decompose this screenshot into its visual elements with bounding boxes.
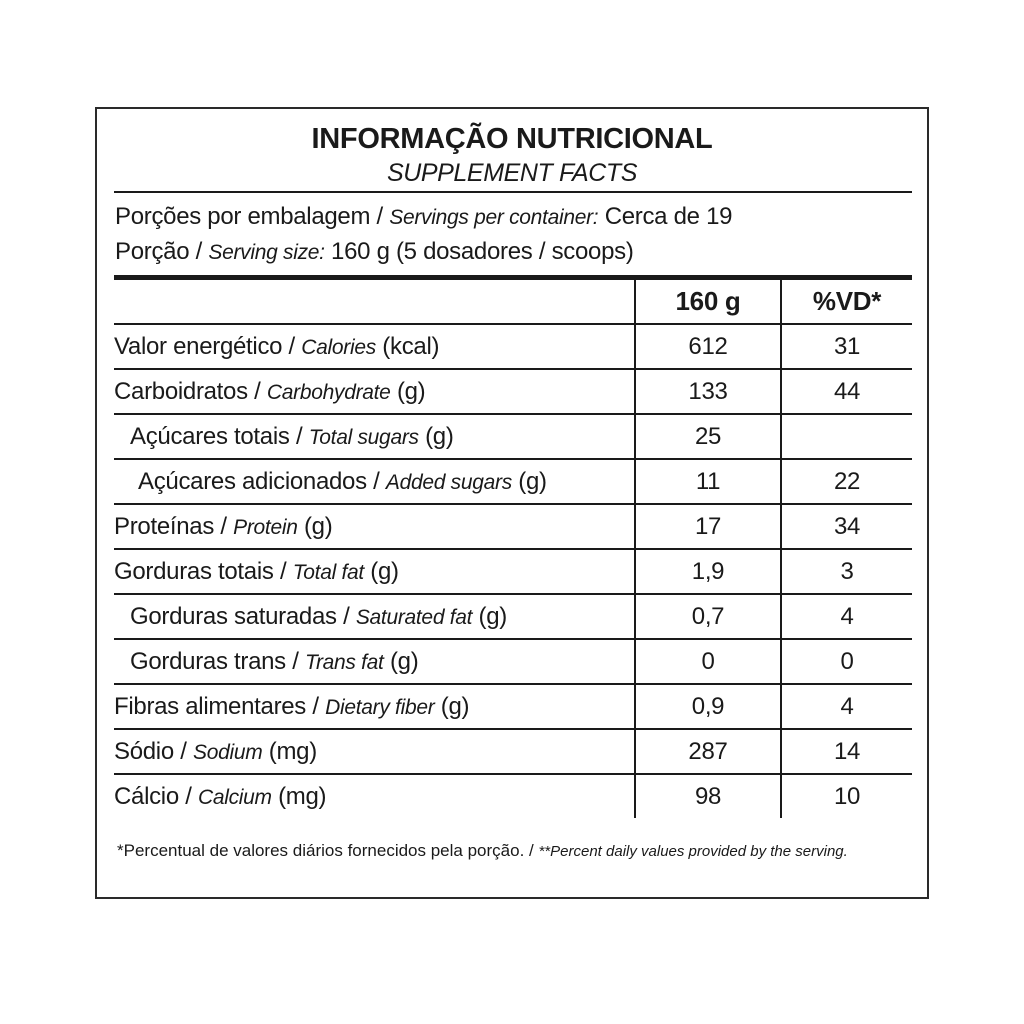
nutrient-unit: (g) [418,422,454,450]
nutrient-name-en: Sodium [193,740,263,764]
nutrient-label [114,729,635,774]
nutrient-name-en: Trans fat [304,650,384,674]
nutrient-unit: (mg) [262,737,317,765]
table-row [114,324,912,369]
nutrient-label [114,324,635,369]
nutrient-dv: 4 [781,594,912,639]
nutrient-name-pt: Valor energético / [114,332,302,360]
nutrient-label [114,594,635,639]
nutrient-name-pt: Gorduras totais / [114,557,293,585]
nutrient-name-en: Total fat [292,560,364,584]
header-amount: 160 g [635,279,781,324]
nutrient-unit: (g) [383,647,419,675]
nutrient-name-en: Total sugars [308,425,419,449]
nutrient-amount: 25 [635,414,781,459]
nutrient-name-pt: Açúcares adicionados / [138,467,386,495]
table-row [114,414,912,459]
nutrient-unit: (g) [472,602,507,630]
nutrient-label [114,684,635,729]
nutrient-amount: 0,7 [635,594,781,639]
servings-per-container-value: Cerca de 19 [598,203,733,230]
table-row [114,459,912,504]
nutrient-amount: 17 [635,504,781,549]
table-row [114,774,912,818]
nutrient-name-en: Calories [301,335,376,359]
nutrient-label [114,774,635,818]
nutrient-dv: 3 [781,549,912,594]
serving-size-en: Serving size: [208,241,325,264]
nutrient-label [114,549,635,594]
nutrient-label [114,459,635,504]
nutrient-dv: 0 [781,639,912,684]
nutrition-table [114,279,912,818]
nutrient-amount: 98 [635,774,781,818]
nutrient-label [114,504,635,549]
nutrient-unit: (g) [511,467,547,495]
nutrient-unit: (g) [390,377,426,405]
nutrient-dv: 31 [781,324,912,369]
nutrient-name-pt: Fibras alimentares / [114,692,326,720]
table-header-row [114,279,912,324]
table-row [114,594,912,639]
divider-thin [114,191,912,193]
header-dv: %VD* [781,279,912,324]
nutrient-unit: (g) [434,692,470,720]
nutrient-name-pt: Carboidratos / [114,377,267,405]
serving-size-pt: Porção / [115,238,209,265]
table-row [114,504,912,549]
nutrient-name-en: Added sugars [385,470,512,494]
servings-per-container [115,203,732,231]
servings-per-container-pt: Porções por embalagem / [115,203,390,230]
nutrient-label [114,639,635,684]
nutrient-name-en: Dietary fiber [325,695,435,719]
footnote-en: **Percent daily values provided by the serving. [538,843,848,860]
nutrient-dv: 44 [781,369,912,414]
nutrient-dv: 4 [781,684,912,729]
nutrient-amount: 0,9 [635,684,781,729]
footnote-pt: *Percentual de valores diários fornecidos pela porção. / [117,841,539,860]
table-row [114,729,912,774]
panel-subtitle: SUPPLEMENT FACTS [386,159,638,187]
nutrient-name-pt: Açúcares totais / [130,422,309,450]
nutrient-name-en: Protein [233,515,298,539]
table-row [114,369,912,414]
nutrient-name-pt: Gorduras saturadas / [130,602,356,630]
serving-size [115,238,634,266]
nutrient-amount: 133 [635,369,781,414]
nutrient-label [114,414,635,459]
nutrient-dv: 14 [781,729,912,774]
nutrient-name-en: Saturated fat [355,605,473,629]
serving-size-value: 160 g (5 dosadores / scoops) [324,238,634,265]
nutrient-name-pt: Proteínas / [114,512,234,540]
nutrient-dv: 22 [781,459,912,504]
header-empty-cell [114,279,635,324]
nutrient-name-pt: Gorduras trans / [130,647,305,675]
nutrient-unit: (mg) [271,782,327,810]
nutrient-amount: 287 [635,729,781,774]
servings-per-container-en: Servings per container: [389,206,599,229]
nutrient-name-pt: Cálcio / [114,782,198,810]
footnote [117,839,912,863]
table-row [114,549,912,594]
table-row [114,684,912,729]
nutrient-amount: 0 [635,639,781,684]
nutrient-label [114,369,635,414]
nutrient-dv [781,414,912,459]
nutrient-dv: 10 [781,774,912,818]
nutrient-name-en: Carbohydrate [266,380,391,404]
nutrient-unit: (g) [297,512,333,540]
nutrient-name-pt: Sódio / [114,737,193,765]
nutrition-facts-panel [95,107,929,899]
nutrient-unit: (g) [363,557,399,585]
nutrient-amount: 612 [635,324,781,369]
table-row [114,639,912,684]
nutrient-amount: 11 [635,459,781,504]
nutrient-amount: 1,9 [635,549,781,594]
nutrient-unit: (kcal) [375,332,440,360]
nutrient-name-en: Calcium [198,785,272,809]
panel-title: INFORMAÇÃO NUTRICIONAL [311,123,713,155]
nutrient-dv: 34 [781,504,912,549]
